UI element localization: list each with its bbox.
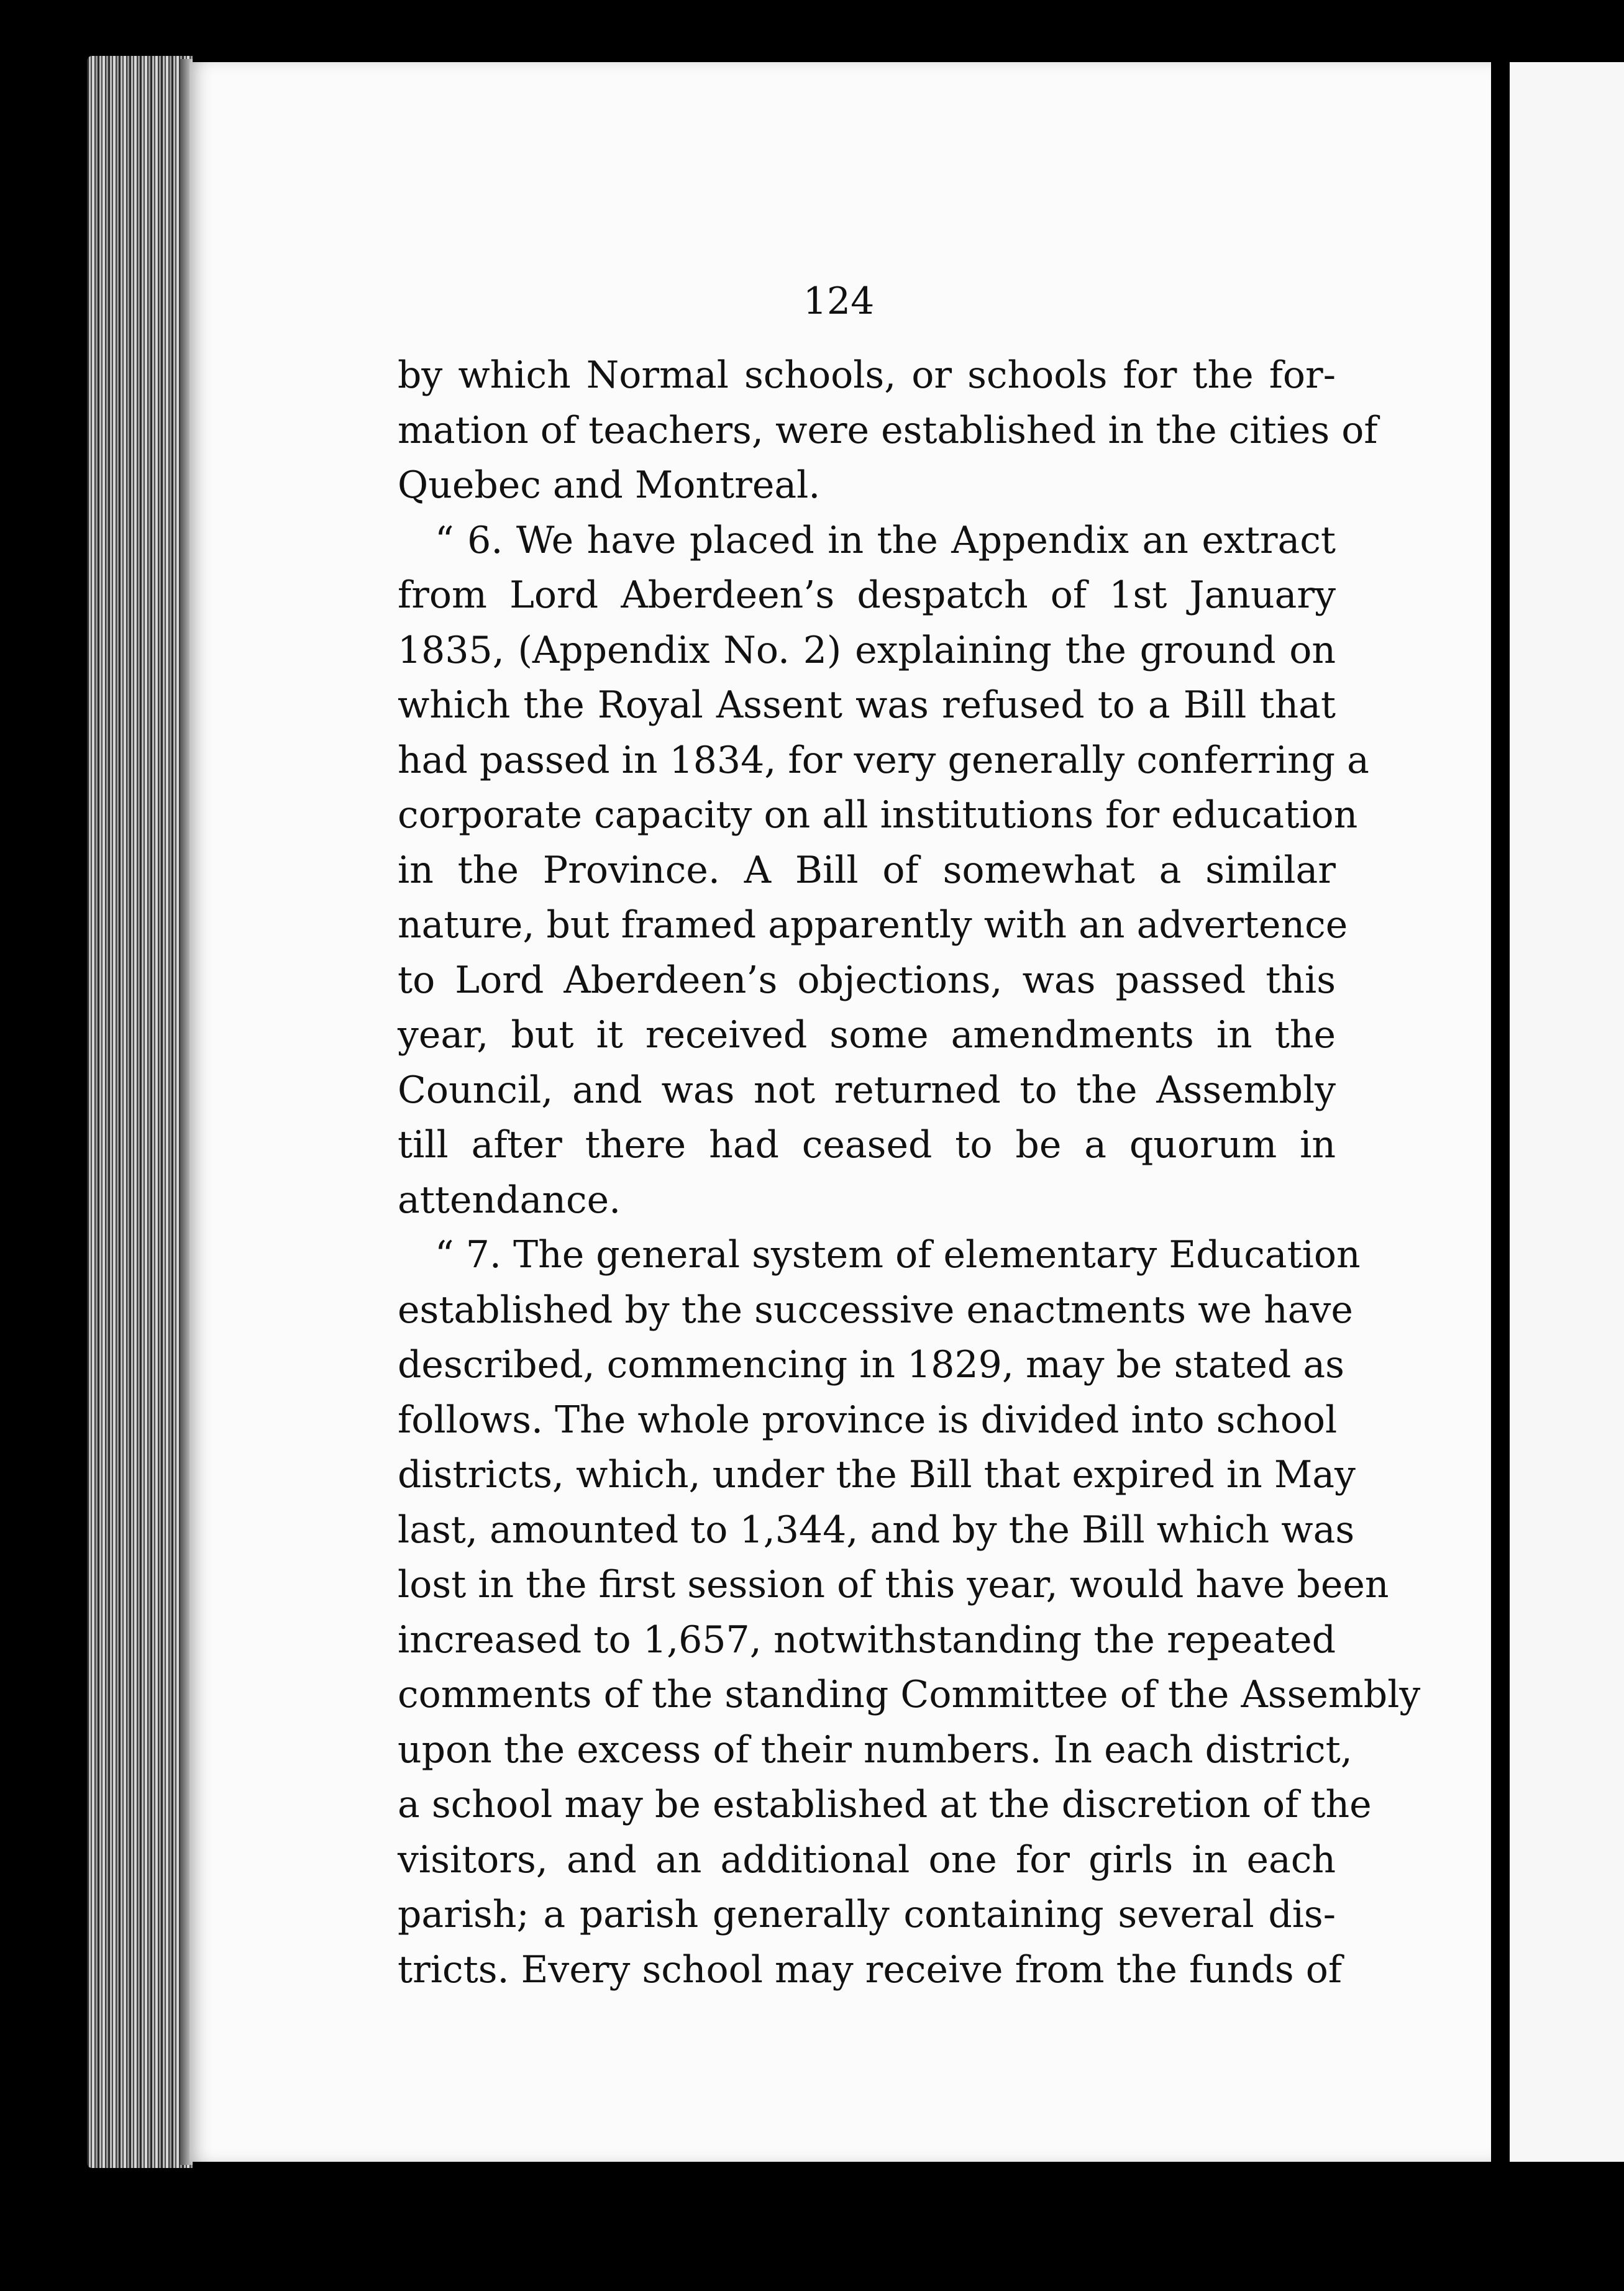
text-line: increased to 1,657, notwithstanding the repeated (398, 1618, 1336, 1662)
text-line: mation of teachers, were established in the cities of (398, 408, 1378, 452)
text-line: described, commencing in 1829, may be stated as (398, 1343, 1344, 1387)
text-line: attendance. (398, 1178, 621, 1222)
page-number: 124 (803, 280, 875, 323)
text-line: follows. The whole province is divided into school (398, 1398, 1338, 1442)
text-line: from Lord Aberdeen’s despatch of 1st January (398, 573, 1336, 617)
text-line: lost in the first session of this year, would have been (398, 1563, 1389, 1606)
text-line: which the Royal Assent was refused to a Bill that (398, 683, 1336, 727)
body-text (398, 348, 1421, 1997)
text-line: Council, and was not returned to the Assembly (398, 1068, 1336, 1112)
text-line: to Lord Aberdeen’s objections, was passed this (398, 958, 1336, 1002)
text-line: “ 6. We have placed in the Appendix an extract (435, 518, 1336, 562)
text-line: by which Normal schools, or schools for the for- (398, 353, 1336, 397)
text-line: nature, but framed apparently with an advertence (398, 903, 1348, 947)
text-line: had passed in 1834, for very generally conferring a (398, 738, 1369, 782)
text-line: year, but it received some amendments in the (398, 1013, 1336, 1057)
facing-page-edge (1510, 62, 1624, 2162)
text-line: corporate capacity on all institutions for education (398, 793, 1358, 837)
text-line: districts, which, under the Bill that expired in May (398, 1453, 1356, 1496)
text-line: a school may be established at the discretion of the (398, 1783, 1372, 1826)
text-line: established by the successive enactments we have (398, 1288, 1353, 1332)
book-page-edges (87, 56, 193, 2168)
text-line: tricts. Every school may receive from the funds of (398, 1947, 1343, 1992)
text-line: Quebec and Montreal. (398, 463, 821, 507)
text-line: “ 7. The general system of elementary Education (435, 1233, 1361, 1277)
text-line: visitors, and an additional one for girls in each (398, 1838, 1336, 1882)
text-line: till after there had ceased to be a quorum in (398, 1123, 1336, 1167)
text-line: comments of the standing Committee of the Assembly (398, 1673, 1421, 1716)
text-line: last, amounted to 1,344, and by the Bill which was (398, 1508, 1355, 1552)
text-line: 1835, (Appendix No. 2) explaining the ground on (398, 628, 1336, 672)
text-line: upon the excess of their numbers. In each district, (398, 1728, 1353, 1772)
text-line: parish; a parish generally containing several dis- (398, 1893, 1336, 1936)
text-line: in the Province. A Bill of somewhat a similar (398, 848, 1336, 892)
